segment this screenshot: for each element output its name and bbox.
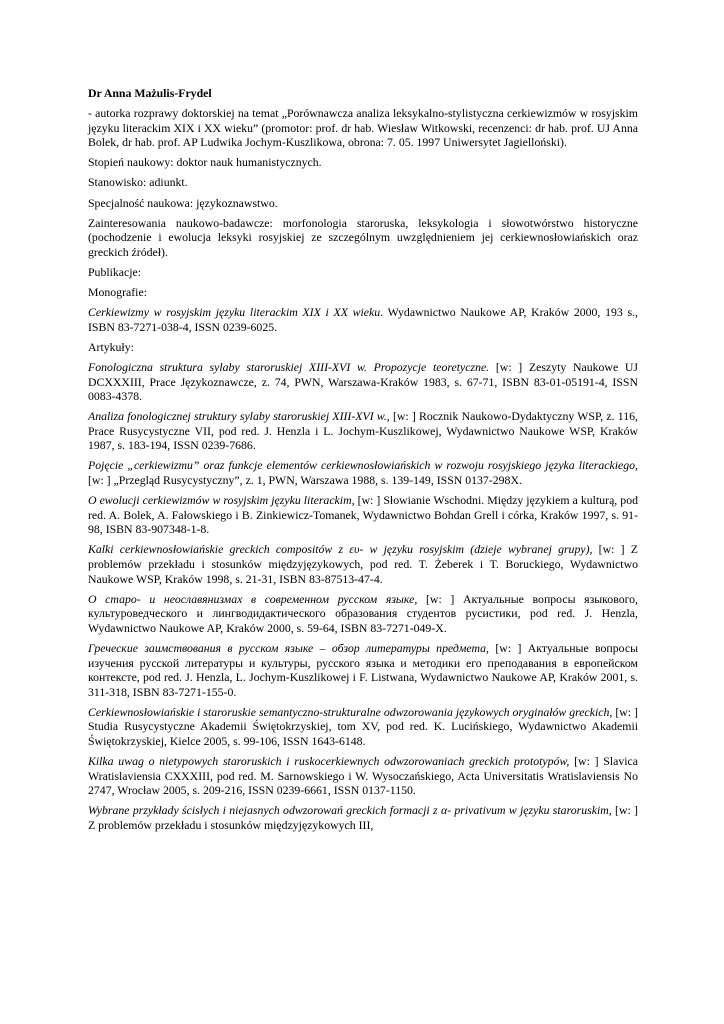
- article-details: [w: ] Słowianie Wschodni. Między językiem a kulturą, pod red. A. Bolek, A. Fałowskiego i B. Zinkiewicz-Tomanek, Wydawnictwo Bohdan Grell i córka, Kraków 1997, s. 91-98, ISBN 83-907348-1-8.: [88, 493, 638, 537]
- article-details: [w: ] Актуальные вопросы языкового, культуроведческого и лингводидактического образования студентов русистики, pod red. J. Henzla, Wydawnictwo Naukowe AP, Kraków 2000, s. 59-64, ISBN 83-7271-049-X.: [88, 591, 638, 635]
- article-entry: [88, 493, 638, 537]
- article-details: [w: ] „Przegląd Rusycystyczny”, z. 1, PWN, Warszawa 1988, s. 139-149, ISSN 0137-298X.: [88, 473, 522, 488]
- article-title: Analiza fonologicznej struktury sylaby staroruskiej XIII-XVI w.,: [88, 409, 390, 424]
- monographs-heading: Monografie:: [88, 285, 147, 300]
- monograph-entry: [88, 305, 638, 334]
- article-entry: [88, 542, 638, 586]
- interests-paragraph: Zainteresowania naukowo-badawcze: morfonologia staroruska, leksykologia i słowotwórstwo historyczne (pochodzenie i ewolucja leksyki rosyjskiej ze szczególnym uwzględnieniem jej cerkiewnosłowiańskich oraz greckich źródeł).: [88, 215, 638, 259]
- article-title: Fonologiczna struktura sylaby staroruskiej XIII-XVI w. Propozycje teoretyczne.: [88, 359, 490, 374]
- document-page: [88, 86, 638, 838]
- monograph-details: . Wydawnictwo Naukowe AP, Kraków 2000, 193 s., ISBN 83-7271-038-4, ISSN 0239-6025.: [88, 305, 638, 334]
- article-entry: [88, 409, 638, 453]
- article-entry: [88, 592, 638, 636]
- article-title: Pojęcie „cerkiewizmu” oraz funkcje elementów cerkiewnosłowiańskich w rozwoju rosyjskiego języka literackiego,: [88, 458, 638, 473]
- article-details: [w: ] Zeszyty Naukowe UJ DCXXXIII, Prace Językoznawcze, z. 74, PWN, Warszawa-Kraków 1983, s. 67-71, ISBN 83-01-05191-4, ISSN 0083-4378.: [88, 359, 638, 404]
- dissertation-paragraph: - autorka rozprawy doktorskiej na temat „Porównawcza analiza leksykalno-stylistyczna cerkiewizmów w rosyjskim języku literackim XIX i XX wieku” (promotor: prof. dr hab. Wiesław Witkowski, recenzenci: dr hab. prof. UJ Anna Bolek, dr hab. prof. AP Ludwika Jochym-Kuszlikowa, obrona: 7. 05. 1997 Uniwersytet Jagielloński).: [88, 106, 638, 150]
- articles-heading: Artykuły:: [88, 339, 134, 354]
- article-entry: [88, 360, 638, 404]
- article-details: [w: ] Rocznik Naukowo-Dydaktyczny WSP, z. 116, Prace Rusycystyczne VII, pod red. J. Henzla i L. Jochym-Kuszlikowej, Wydawnictwo Naukowe WSP, Kraków 1987, s. 183-194, ISSN 0239-7686.: [88, 409, 638, 453]
- article-title: Wybrane przykłady ścisłych i niejasnych odwzorowań greckich formacji z α- privativum w języku staroruskim,: [88, 803, 612, 818]
- article-title: О старо- и неославянизмах в современном русском языке,: [88, 591, 418, 606]
- article-title: Kalki cerkiewnosłowiańskie greckich compositów z ευ- w języku rosyjskim (dzieje wybranej grupy),: [88, 542, 593, 557]
- article-entry: [88, 458, 638, 487]
- monograph-title: Cerkiewizmy w rosyjskim języku literackim XIX i XX wieku: [88, 305, 381, 320]
- article-title: O ewolucji cerkiewizmów w rosyjskim języku literackim,: [88, 493, 355, 508]
- article-entry: [88, 705, 638, 749]
- article-details: [w: ] Slavica Wratislaviensia CXXXIII, pod red. M. Sarnowskiego i W. Wysoczańskiego, Acta Universitatis Wratislaviensis No 2747, Wrocław 2005, s. 209-216, ISSN 0239-6661, ISSN 0137-1150.: [88, 754, 638, 798]
- article-details: [w: ] Z problemów przekładu i stosunków międzyjęzykowych III,: [88, 803, 638, 833]
- article-title: Kilka uwag o nietypowych staroruskich i ruskocerkiewnych odwzorowaniach greckich prototypów,: [88, 754, 570, 769]
- article-details: [w: ] Studia Rusycystyczne Akademii Świętokrzyskiej, tom XV, pod red. K. Lucińskiego, Wydawnictwo Akademii Świętokrzyskiej, Kielce 2005, s. 99-106, ISSN 1643-6148.: [88, 704, 638, 749]
- specialty-line: Specjalność naukowa: językoznawstwo.: [88, 195, 278, 210]
- article-title: Cerkiewnosłowiańskie i staroruskie semantyczno-strukturalne odwzorowania językowych oryginałów greckich,: [88, 704, 613, 719]
- position-line: Stanowisko: adiunkt.: [88, 175, 188, 190]
- article-entry: [88, 803, 638, 832]
- article-entry: [88, 754, 638, 798]
- degree-line: Stopień naukowy: doktor nauk humanistycznych.: [88, 155, 322, 170]
- article-entry: [88, 641, 638, 699]
- article-details: [w: ] Z problemów przekładu i stosunków międzyjęzykowych, pod red. T. Żeberek i T. Boruckiego, Wydawnictwo Naukowe WSP, Kraków 1998, s. 21-31, ISBN 83-87513-47-4.: [88, 542, 638, 586]
- publications-heading: Publikacje:: [88, 264, 142, 279]
- author-name: Dr Anna Mażulis-Frydel: [88, 86, 212, 100]
- article-title: Греческие заимствования в русском языке – обзор литературы предмета,: [88, 641, 490, 655]
- article-details: [w: ] Актуальные вопросы изучения русской литературы и культуры, русского языка и методики его преподавания в европейском контексте, pod red. J. Henzla, L. Jochym-Kuszlikowej i F. Listwana, Wydawnictwo Naukowe AP, Kraków 2001, s. 311-318, ISBN 83-7271-155-0.: [88, 641, 638, 699]
